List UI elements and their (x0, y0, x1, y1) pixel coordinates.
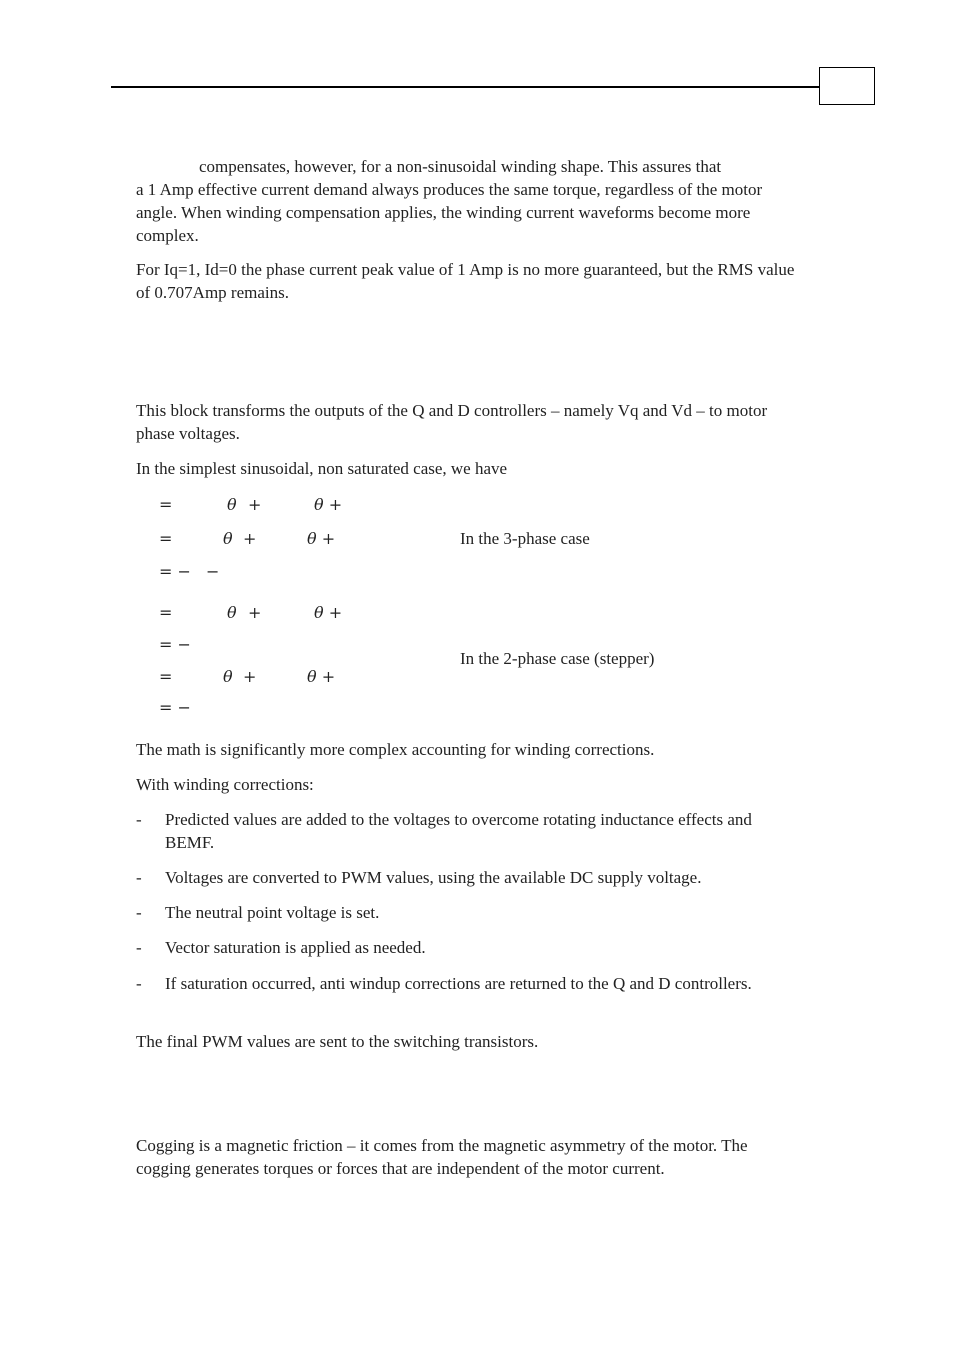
list-item-text: The neutral point voltage is set. (165, 903, 380, 922)
theta-symbol: θ (227, 603, 237, 622)
paragraph-final-pwm: The final PWM values are sent to the switching transistors. (136, 1032, 539, 1051)
theta-symbol: θ (223, 667, 233, 686)
two-phase-label: In the 2-phase case (stepper) (460, 649, 655, 668)
minus-sign: − (206, 562, 220, 581)
list-dash: - (136, 938, 142, 957)
list-item-text: Voltages are converted to PWM values, using the available DC supply voltage. (165, 868, 702, 887)
list-dash: - (136, 903, 142, 922)
eq-sign: = (159, 603, 173, 622)
eq-sign: = (159, 529, 173, 548)
eq-sign: = (159, 495, 173, 514)
paragraph-rms: For Iq=1, Id=0 the phase current peak value of 1 Amp is no more guaranteed, but the RMS value of 0.707Amp remains. (136, 260, 795, 302)
paragraph-math-complex: The math is significantly more complex accounting for winding corrections. (136, 740, 655, 759)
paragraph-continued-line1: compensates, however, for a non-sinusoidal winding shape. This assures that (199, 157, 722, 176)
theta-plus: θ + (314, 495, 343, 514)
list-item-text: If saturation occurred, anti windup corrections are returned to the Q and D controllers. (165, 974, 752, 993)
theta-plus: θ + (307, 529, 336, 548)
paragraph-simplest-case: In the simplest sinusoidal, non saturated case, we have (136, 459, 508, 478)
three-phase-label: In the 3-phase case (460, 529, 590, 548)
eq-neg-sign: = − (159, 562, 191, 581)
list-dash: - (136, 974, 142, 993)
eq-neg-sign: = − (159, 698, 191, 717)
page-number-box (819, 67, 875, 105)
eq-neg-sign: = − (159, 635, 191, 654)
plus-sign: + (248, 495, 262, 514)
plus-sign: + (243, 529, 257, 548)
plus-sign: + (243, 667, 257, 686)
list-item-text: Predicted values are added to the voltages to overcome rotating inductance effects and BEMF. (165, 810, 752, 852)
eq-sign: = (159, 667, 173, 686)
list-dash: - (136, 868, 142, 887)
theta-symbol: θ (227, 495, 237, 514)
paragraph-continued: a 1 Amp effective current demand always produces the same torque, regardless of the motor angle. When winding compensation applies, the winding current waveforms become more complex. (136, 180, 763, 245)
header-rule (111, 86, 819, 88)
list-dash: - (136, 810, 142, 829)
plus-sign: + (248, 603, 262, 622)
list-item-text: Vector saturation is applied as needed. (165, 938, 426, 957)
theta-plus: θ + (307, 667, 336, 686)
paragraph-cogging: Cogging is a magnetic friction – it comes from the magnetic asymmetry of the motor. The cogging generates torques or forces that are independent of the motor current. (136, 1136, 748, 1178)
theta-plus: θ + (314, 603, 343, 622)
theta-symbol: θ (223, 529, 233, 548)
paragraph-with-corrections: With winding corrections: (136, 775, 314, 794)
paragraph-block-transform: This block transforms the outputs of the Q and D controllers – namely Vq and Vd – to motor phase voltages. (136, 401, 768, 443)
